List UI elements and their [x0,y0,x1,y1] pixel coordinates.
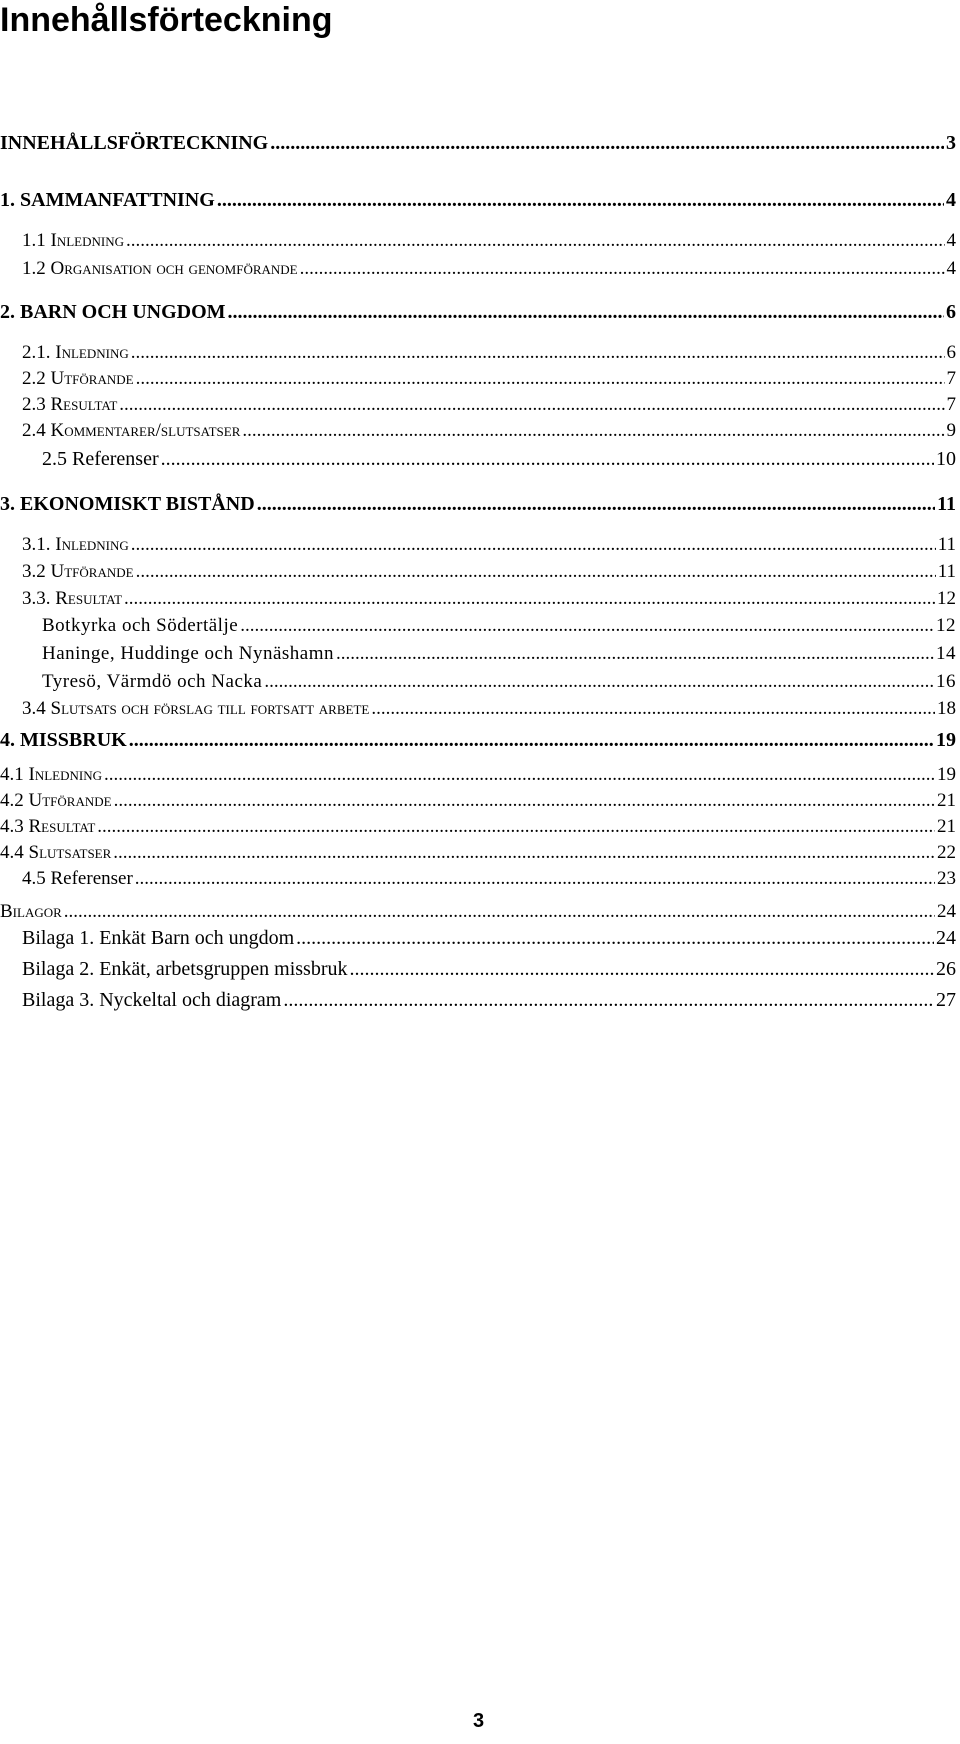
toc-entry-page: 19 [937,764,956,785]
toc-entry-label: Bilaga 3. Nyckeltal och diagram [22,989,282,1011]
toc-entry[interactable] [0,300,956,324]
toc-entry[interactable] [22,341,956,365]
toc-entry-page: 4 [946,258,956,279]
toc-entry-label: 2. BARN OCH UNGDOM [0,301,226,323]
toc-entry-page: 14 [936,643,956,664]
toc-entry-page: 26 [936,958,956,980]
toc-entry-label: Bilaga 1. Enkät Barn och ungdom [22,927,295,949]
toc-entry[interactable] [0,131,956,155]
toc-entry[interactable] [22,257,956,281]
toc-entry[interactable] [22,560,956,584]
toc-leader-dots [371,697,935,721]
toc-leader-dots [129,728,934,752]
toc-entry-label: 3.3. Resultat [22,588,123,609]
toc-entry[interactable] [22,988,956,1012]
toc-leader-dots [300,257,945,281]
toc-entry-page: 27 [936,989,956,1011]
toc-entry[interactable] [22,229,956,253]
toc-entry-label: 4.4 Slutsatser [0,842,112,863]
toc-leader-dots [136,560,936,584]
toc-entry-label: 3. EKONOMISKT BISTÅND [0,493,255,515]
toc-entry-label: 3.2 Utförande [22,561,134,582]
toc-entry-page: 23 [937,868,956,889]
toc-leader-dots [114,789,935,813]
toc-entry[interactable] [22,957,956,981]
toc-entry[interactable] [22,926,956,950]
toc-entry-page: 24 [937,901,956,922]
toc-entry[interactable] [22,393,956,417]
toc-entry-label: 4.5 Referenser [22,868,133,889]
toc-leader-dots [124,587,935,611]
toc-entry-label: 4.1 Inledning [0,764,102,785]
toc-entry-page: 16 [936,671,956,692]
toc-entry-page: 12 [937,588,956,609]
toc-entry-label: 4.3 Resultat [0,816,96,837]
toc-entry[interactable] [0,841,956,865]
toc-leader-dots [217,188,944,212]
toc-leader-dots [136,367,945,391]
toc-entry-label: 3.4 Slutsats och förslag till fortsatt arbete [22,698,370,719]
toc-entry-label: 4. MISSBRUK [0,729,127,751]
toc-leader-dots [228,300,944,324]
toc-leader-dots [97,815,935,839]
toc-entry-label: Bilagor [0,901,62,922]
toc-entry-page: 11 [937,493,956,515]
toc-entry-page: 7 [946,394,956,415]
toc-leader-dots [240,614,934,638]
toc-entry-page: 10 [936,448,956,470]
toc-entry-label: 2.3 Resultat [22,394,118,415]
toc-entry-label: 1. SAMMANFATTNING [0,189,215,211]
toc-entry-page: 7 [946,368,956,389]
toc-entry-label: Haninge, Huddinge och Nynäshamn [42,643,334,664]
toc-entry[interactable] [0,492,956,516]
toc-entry[interactable] [22,533,956,557]
toc-entry-label: 2.1. Inledning [22,342,129,363]
toc-leader-dots [336,642,934,666]
toc-entry[interactable] [22,419,956,443]
toc-entry[interactable] [22,587,956,611]
toc-entry[interactable] [0,188,956,212]
toc-entry-label: Bilaga 2. Enkät, arbetsgruppen missbruk [22,958,348,980]
toc-leader-dots [257,492,935,516]
toc-leader-dots [270,131,944,155]
toc-entry-label: 2.2 Utförande [22,368,134,389]
toc-leader-dots [126,229,945,253]
toc-entry[interactable] [22,367,956,391]
toc-leader-dots [104,763,935,787]
toc-leader-dots [64,900,935,924]
page-number: 3 [473,1710,485,1732]
toc-entry-label: 2.4 Kommentarer/slutsatser [22,420,241,441]
toc-leader-dots [350,957,935,981]
toc-entry-label: Tyresö, Värmdö och Nacka [42,671,263,692]
toc-leader-dots [135,867,935,891]
toc-entry-page: 18 [937,698,956,719]
toc-entry-label: Botkyrka och Södertälje [42,615,239,636]
toc-entry-page: 4 [946,230,956,251]
toc-entry[interactable] [0,763,956,787]
toc-leader-dots [283,988,934,1012]
toc-entry[interactable] [42,447,956,471]
toc-entry-page: 12 [936,615,956,636]
toc-entry-page: 3 [946,132,956,154]
toc-leader-dots [242,419,944,443]
toc-entry-page: 21 [937,816,956,837]
toc-entry-page: 11 [937,561,956,582]
toc-entry[interactable] [0,900,956,924]
toc-leader-dots [131,533,936,557]
page-title: Innehållsförteckning [0,1,333,39]
toc-entry-page: 9 [946,420,956,441]
toc-entry[interactable] [0,815,956,839]
toc-leader-dots [161,447,934,471]
toc-entry-page: 6 [946,342,956,363]
toc-leader-dots [113,841,935,865]
toc-entry-page: 4 [946,189,956,211]
toc-leader-dots [296,926,934,950]
toc-entry-label: 4.2 Utförande [0,790,112,811]
toc-entry-page: 11 [937,534,956,555]
toc-entry-label: 3.1. Inledning [22,534,129,555]
toc-entry-label: 1.1 Inledning [22,230,124,251]
toc-entry-page: 6 [946,301,956,323]
toc-entry[interactable] [22,697,956,721]
toc-entry-label: 1.2 Organisation och genomförande [22,258,298,279]
toc-entry[interactable] [42,614,956,638]
toc-entry-page: 21 [937,790,956,811]
toc-leader-dots [264,670,934,694]
toc-entry-label: 2.5 Referenser [42,448,159,470]
toc-entry[interactable] [42,642,956,666]
toc-entry[interactable] [42,670,956,694]
toc-entry[interactable] [0,728,956,752]
toc-entry-page: 19 [936,729,956,751]
toc-entry-page: 24 [936,927,956,949]
toc-entry-page: 22 [937,842,956,863]
toc-entry[interactable] [22,867,956,891]
toc-entry-label: INNEHÅLLSFÖRTECKNING [0,132,269,154]
toc-leader-dots [119,393,944,417]
toc-leader-dots [131,341,945,365]
toc-entry[interactable] [0,789,956,813]
